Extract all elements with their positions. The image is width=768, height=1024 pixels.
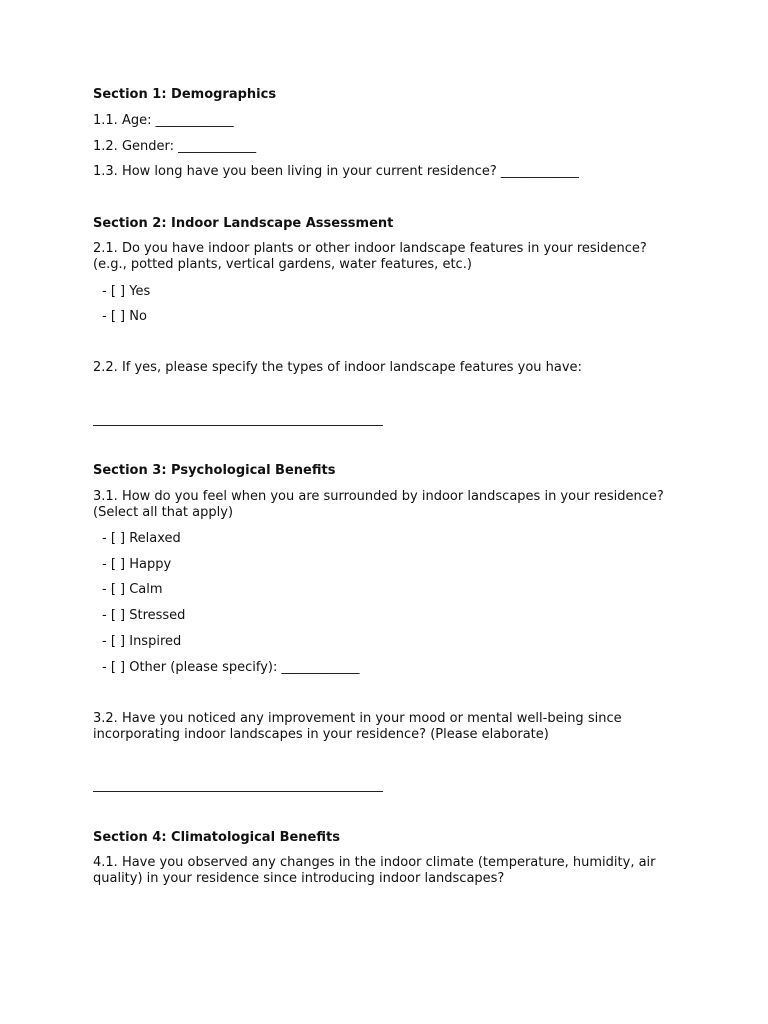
question-1-3-residence-duration: 1.3. How long have you been living in your current residence? ____________ [93, 164, 579, 179]
question-1-1-age: 1.1. Age: ____________ [93, 113, 234, 128]
option-no[interactable]: - [ ] No [102, 309, 147, 324]
question-3-1-feelings: 3.1. How do you feel when you are surrounded by indoor landscapes in your residence? (Select all that apply) [93, 489, 664, 520]
option-relaxed[interactable]: - [ ] Relaxed [102, 531, 181, 546]
option-calm[interactable]: - [ ] Calm [102, 582, 163, 597]
option-stressed[interactable]: - [ ] Stressed [102, 608, 186, 623]
option-other[interactable]: - [ ] Other (please specify): ____________ [102, 660, 360, 675]
section-3-heading: Section 3: Psychological Benefits [93, 463, 336, 478]
answer-line-3-2[interactable] [93, 791, 383, 792]
section-2-heading: Section 2: Indoor Landscape Assessment [93, 216, 394, 231]
section-4-heading: Section 4: Climatological Benefits [93, 830, 340, 845]
question-2-1-indoor-features: 2.1. Do you have indoor plants or other indoor landscape features in your residence? (e.g., potted plants, vertical gardens, water features, etc.) [93, 241, 647, 272]
question-3-2-mood-improvement: 3.2. Have you noticed any improvement in your mood or mental well-being since incorporating indoor landscapes in your residence? (Please elaborate) [93, 711, 622, 742]
question-1-2-gender: 1.2. Gender: ____________ [93, 139, 257, 154]
option-yes[interactable]: - [ ] Yes [102, 284, 151, 299]
section-1-heading: Section 1: Demographics [93, 87, 277, 102]
answer-line-2-2[interactable] [93, 425, 383, 426]
question-4-1-climate-changes: 4.1. Have you observed any changes in the indoor climate (temperature, humidity, air quality) in your residence since introducing indoor landscapes? [93, 855, 656, 886]
question-2-2-feature-types: 2.2. If yes, please specify the types of indoor landscape features you have: [93, 360, 582, 375]
option-inspired[interactable]: - [ ] Inspired [102, 634, 182, 649]
option-happy[interactable]: - [ ] Happy [102, 557, 172, 572]
